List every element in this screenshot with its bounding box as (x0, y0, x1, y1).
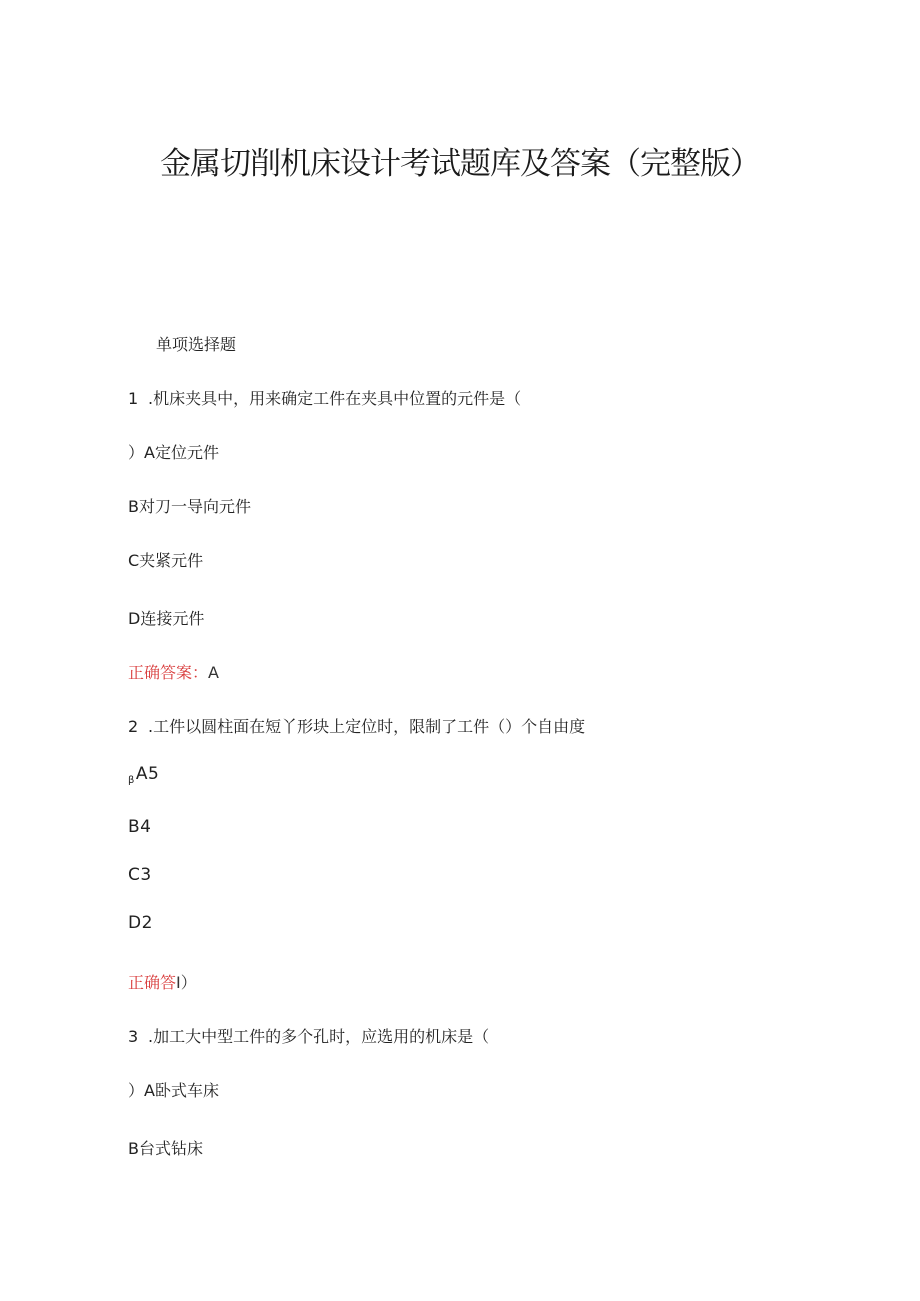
document-title: 金属切削机床设计考试题库及答案（完整版） (160, 146, 760, 182)
question-number: 2 (128, 717, 139, 736)
question-2-option-a (128, 764, 159, 786)
question-2-stem (128, 714, 585, 737)
answer-label: 正确答案： (128, 663, 209, 682)
question-3-option-b: B台式钻床 (128, 1139, 203, 1158)
question-text: .机床夹具中，用来确定工件在夹具中位置的元件是（ (148, 389, 522, 408)
question-number: 1 (128, 389, 139, 408)
option-prefix: β (128, 775, 135, 786)
question-3-option-a: ）A卧式车床 (128, 1081, 219, 1100)
question-2-option-c: C3 (128, 865, 152, 885)
question-2-answer (128, 970, 197, 993)
section-heading: 单项选择题 (156, 335, 237, 354)
question-number: 3 (128, 1027, 139, 1046)
question-2-option-b: B4 (128, 817, 152, 837)
question-1-option-a: ）A定位元件 (128, 443, 219, 462)
question-1-answer (128, 660, 219, 683)
answer-value: A (208, 663, 219, 682)
question-3-stem (128, 1024, 489, 1047)
question-1-stem (128, 386, 521, 409)
question-text: .工件以圆柱面在短丫形块上定位时，限制了工件（）个自由度 (148, 717, 586, 736)
question-2-option-d: D2 (128, 913, 153, 933)
answer-value: I） (176, 973, 197, 992)
question-text: .加工大中型工件的多个孔时，应选用的机床是（ (148, 1027, 490, 1046)
question-1-option-d: D连接元件 (128, 609, 205, 628)
question-1-option-b: B对刀一导向元件 (128, 497, 251, 516)
answer-label: 正确答 (128, 973, 177, 992)
option-text: A5 (135, 764, 160, 784)
question-1-option-c: C夹紧元件 (128, 551, 204, 570)
